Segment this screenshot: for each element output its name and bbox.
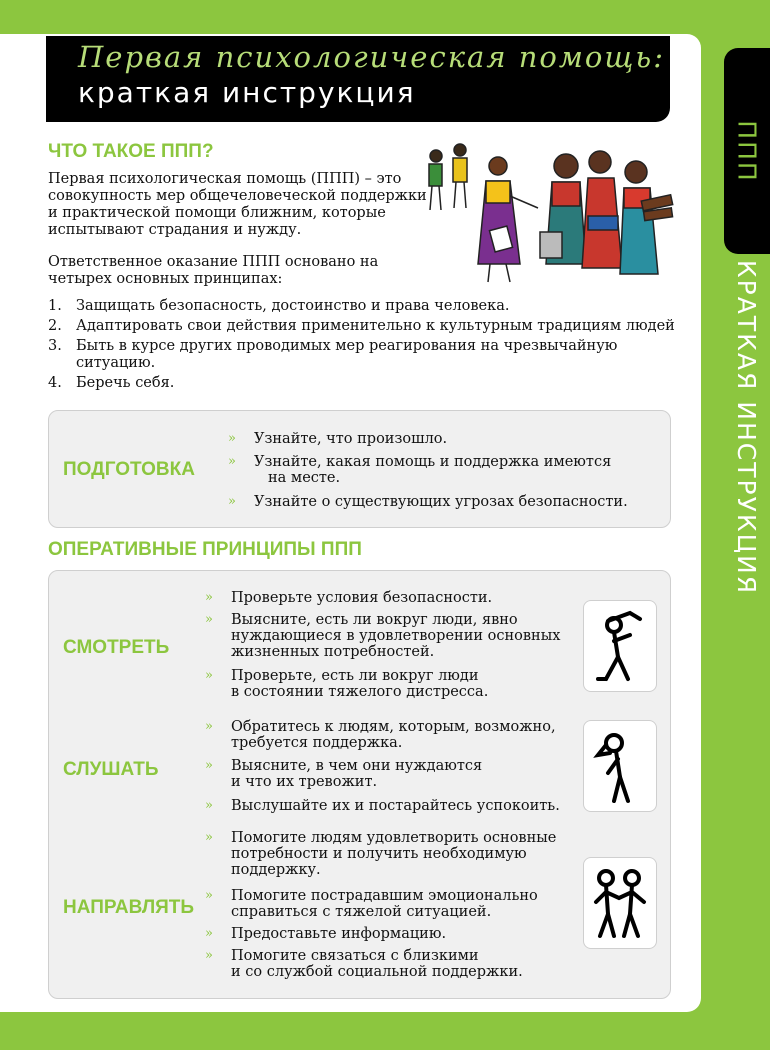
bullet-text: Узнайте о существующих угрозах безопасности. bbox=[254, 494, 628, 510]
title-line-1: Первая психологическая помощь: bbox=[78, 40, 665, 74]
principle-text: ситуацию. bbox=[76, 355, 156, 371]
para1-line: Первая психологическая помощь (ППП) – это bbox=[48, 171, 402, 187]
link-label: НАПРАВЛЯТЬ bbox=[63, 897, 195, 918]
person-listening-icon bbox=[583, 720, 657, 812]
bullet-text: Помогите людям удовлетворить основные bbox=[231, 830, 557, 846]
bullet-mark: » bbox=[205, 668, 213, 683]
bullet-text: Выясните, в чем они нуждаются bbox=[231, 758, 483, 774]
para2-line: Ответственное оказание ППП основано на bbox=[48, 254, 379, 270]
preparation-item bbox=[228, 494, 628, 510]
bullet-mark: » bbox=[228, 494, 236, 509]
two-people-linking-icon bbox=[583, 857, 657, 949]
bullet-text: справиться с тяжелой ситуацией. bbox=[231, 904, 492, 920]
bullet-text: Выясните, есть ли вокруг люди, явно bbox=[231, 612, 518, 628]
principle-number: 1. bbox=[48, 298, 62, 314]
people-illustration bbox=[416, 136, 674, 292]
principle-text: Адаптировать свои действия применительно к культурным традициям людей bbox=[76, 318, 675, 334]
principle-number: 2. bbox=[48, 318, 62, 334]
look-item bbox=[205, 590, 493, 606]
bullet-text: нуждающиеся в удовлетворении основных bbox=[231, 628, 561, 644]
link-item bbox=[205, 830, 557, 878]
what-is-paragraph-1 bbox=[48, 171, 427, 239]
bullet-text: и со службой социальной поддержки. bbox=[231, 964, 523, 980]
bullet-text: требуется поддержка. bbox=[231, 735, 403, 751]
principle-item bbox=[48, 318, 678, 335]
principle-text: Быть в курсе других проводимых мер реагирования на чрезвычайную bbox=[76, 338, 618, 354]
link-item bbox=[205, 948, 523, 980]
bullet-mark: » bbox=[205, 948, 213, 963]
principle-text: Защищать безопасность, достоинство и права человека. bbox=[76, 298, 510, 314]
bullet-text: Помогите пострадавшим эмоционально bbox=[231, 888, 538, 904]
bullet-text: Обратитесь к людям, которым, возможно, bbox=[231, 719, 556, 735]
bullet-text: потребности и получить необходимую bbox=[231, 846, 527, 862]
listen-item bbox=[205, 798, 560, 814]
preparation-item bbox=[228, 454, 612, 486]
bullet-text: Выслушайте их и постарайтесь успокоить. bbox=[231, 798, 560, 814]
look-item bbox=[205, 668, 489, 700]
bullet-mark: » bbox=[205, 758, 213, 773]
listen-item bbox=[205, 719, 556, 751]
what-is-paragraph-2 bbox=[48, 254, 378, 288]
bullet-text: жизненных потребностей. bbox=[231, 644, 435, 660]
bullet-text: Узнайте, какая помощь и поддержка имеются bbox=[254, 454, 612, 470]
bullet-mark: » bbox=[205, 798, 213, 813]
principle-number: 4. bbox=[48, 375, 62, 391]
preparation-item bbox=[228, 431, 448, 447]
preparation-label: ПОДГОТОВКА bbox=[63, 459, 195, 480]
bullet-text: и что их тревожит. bbox=[231, 774, 378, 790]
link-item bbox=[205, 926, 447, 942]
bullet-text: на месте. bbox=[268, 470, 341, 486]
principle-item bbox=[48, 375, 678, 392]
para1-line: и практической помощи ближним, которые bbox=[48, 205, 386, 221]
what-is-heading: ЧТО ТАКОЕ ППП? bbox=[48, 141, 214, 162]
listen-item bbox=[205, 758, 483, 790]
principle-number: 3. bbox=[48, 338, 62, 354]
link-item bbox=[205, 888, 538, 920]
bullet-mark: » bbox=[205, 888, 213, 903]
bullet-text: Проверьте условия безопасности. bbox=[231, 590, 493, 606]
look-label: СМОТРЕТЬ bbox=[63, 637, 170, 658]
bullet-text: Предоставьте информацию. bbox=[231, 926, 447, 942]
principles-list bbox=[48, 298, 678, 392]
bullet-mark: » bbox=[228, 454, 236, 469]
para1-line: совокупность мер общечеловеческой поддержки bbox=[48, 188, 427, 204]
principle-item bbox=[48, 298, 678, 315]
para1-line: испытывают страдания и нужду. bbox=[48, 222, 302, 238]
person-looking-icon bbox=[583, 600, 657, 692]
listen-label: СЛУШАТЬ bbox=[63, 759, 159, 780]
side-tab-ppp bbox=[724, 48, 770, 254]
bullet-mark: » bbox=[205, 830, 213, 845]
bullet-text: поддержку. bbox=[231, 862, 321, 878]
para2-line: четырех основных принципах: bbox=[48, 271, 283, 287]
bullet-mark: » bbox=[205, 612, 213, 627]
bullet-mark: » bbox=[205, 926, 213, 941]
bullet-text: Проверьте, есть ли вокруг люди bbox=[231, 668, 479, 684]
side-tab-instruction-label: КРАТКАЯ ИНСТРУКЦИЯ bbox=[732, 259, 762, 595]
title-line-2: краткая инструкция bbox=[78, 76, 416, 109]
bullet-mark: » bbox=[205, 719, 213, 734]
bullet-text: Помогите связаться с близкими bbox=[231, 948, 479, 964]
bullet-mark: » bbox=[205, 590, 213, 605]
principle-item bbox=[48, 338, 678, 372]
bullet-mark: » bbox=[228, 431, 236, 446]
operational-heading: ОПЕРАТИВНЫЕ ПРИНЦИПЫ ППП bbox=[48, 539, 362, 560]
bullet-text: в состоянии тяжелого дистресса. bbox=[231, 684, 489, 700]
side-tab-ppp-label: ППП bbox=[732, 119, 762, 183]
look-item bbox=[205, 612, 561, 660]
bullet-text: Узнайте, что произошло. bbox=[254, 431, 448, 447]
principle-text: Беречь себя. bbox=[76, 375, 175, 391]
side-tab-instruction bbox=[724, 259, 770, 595]
